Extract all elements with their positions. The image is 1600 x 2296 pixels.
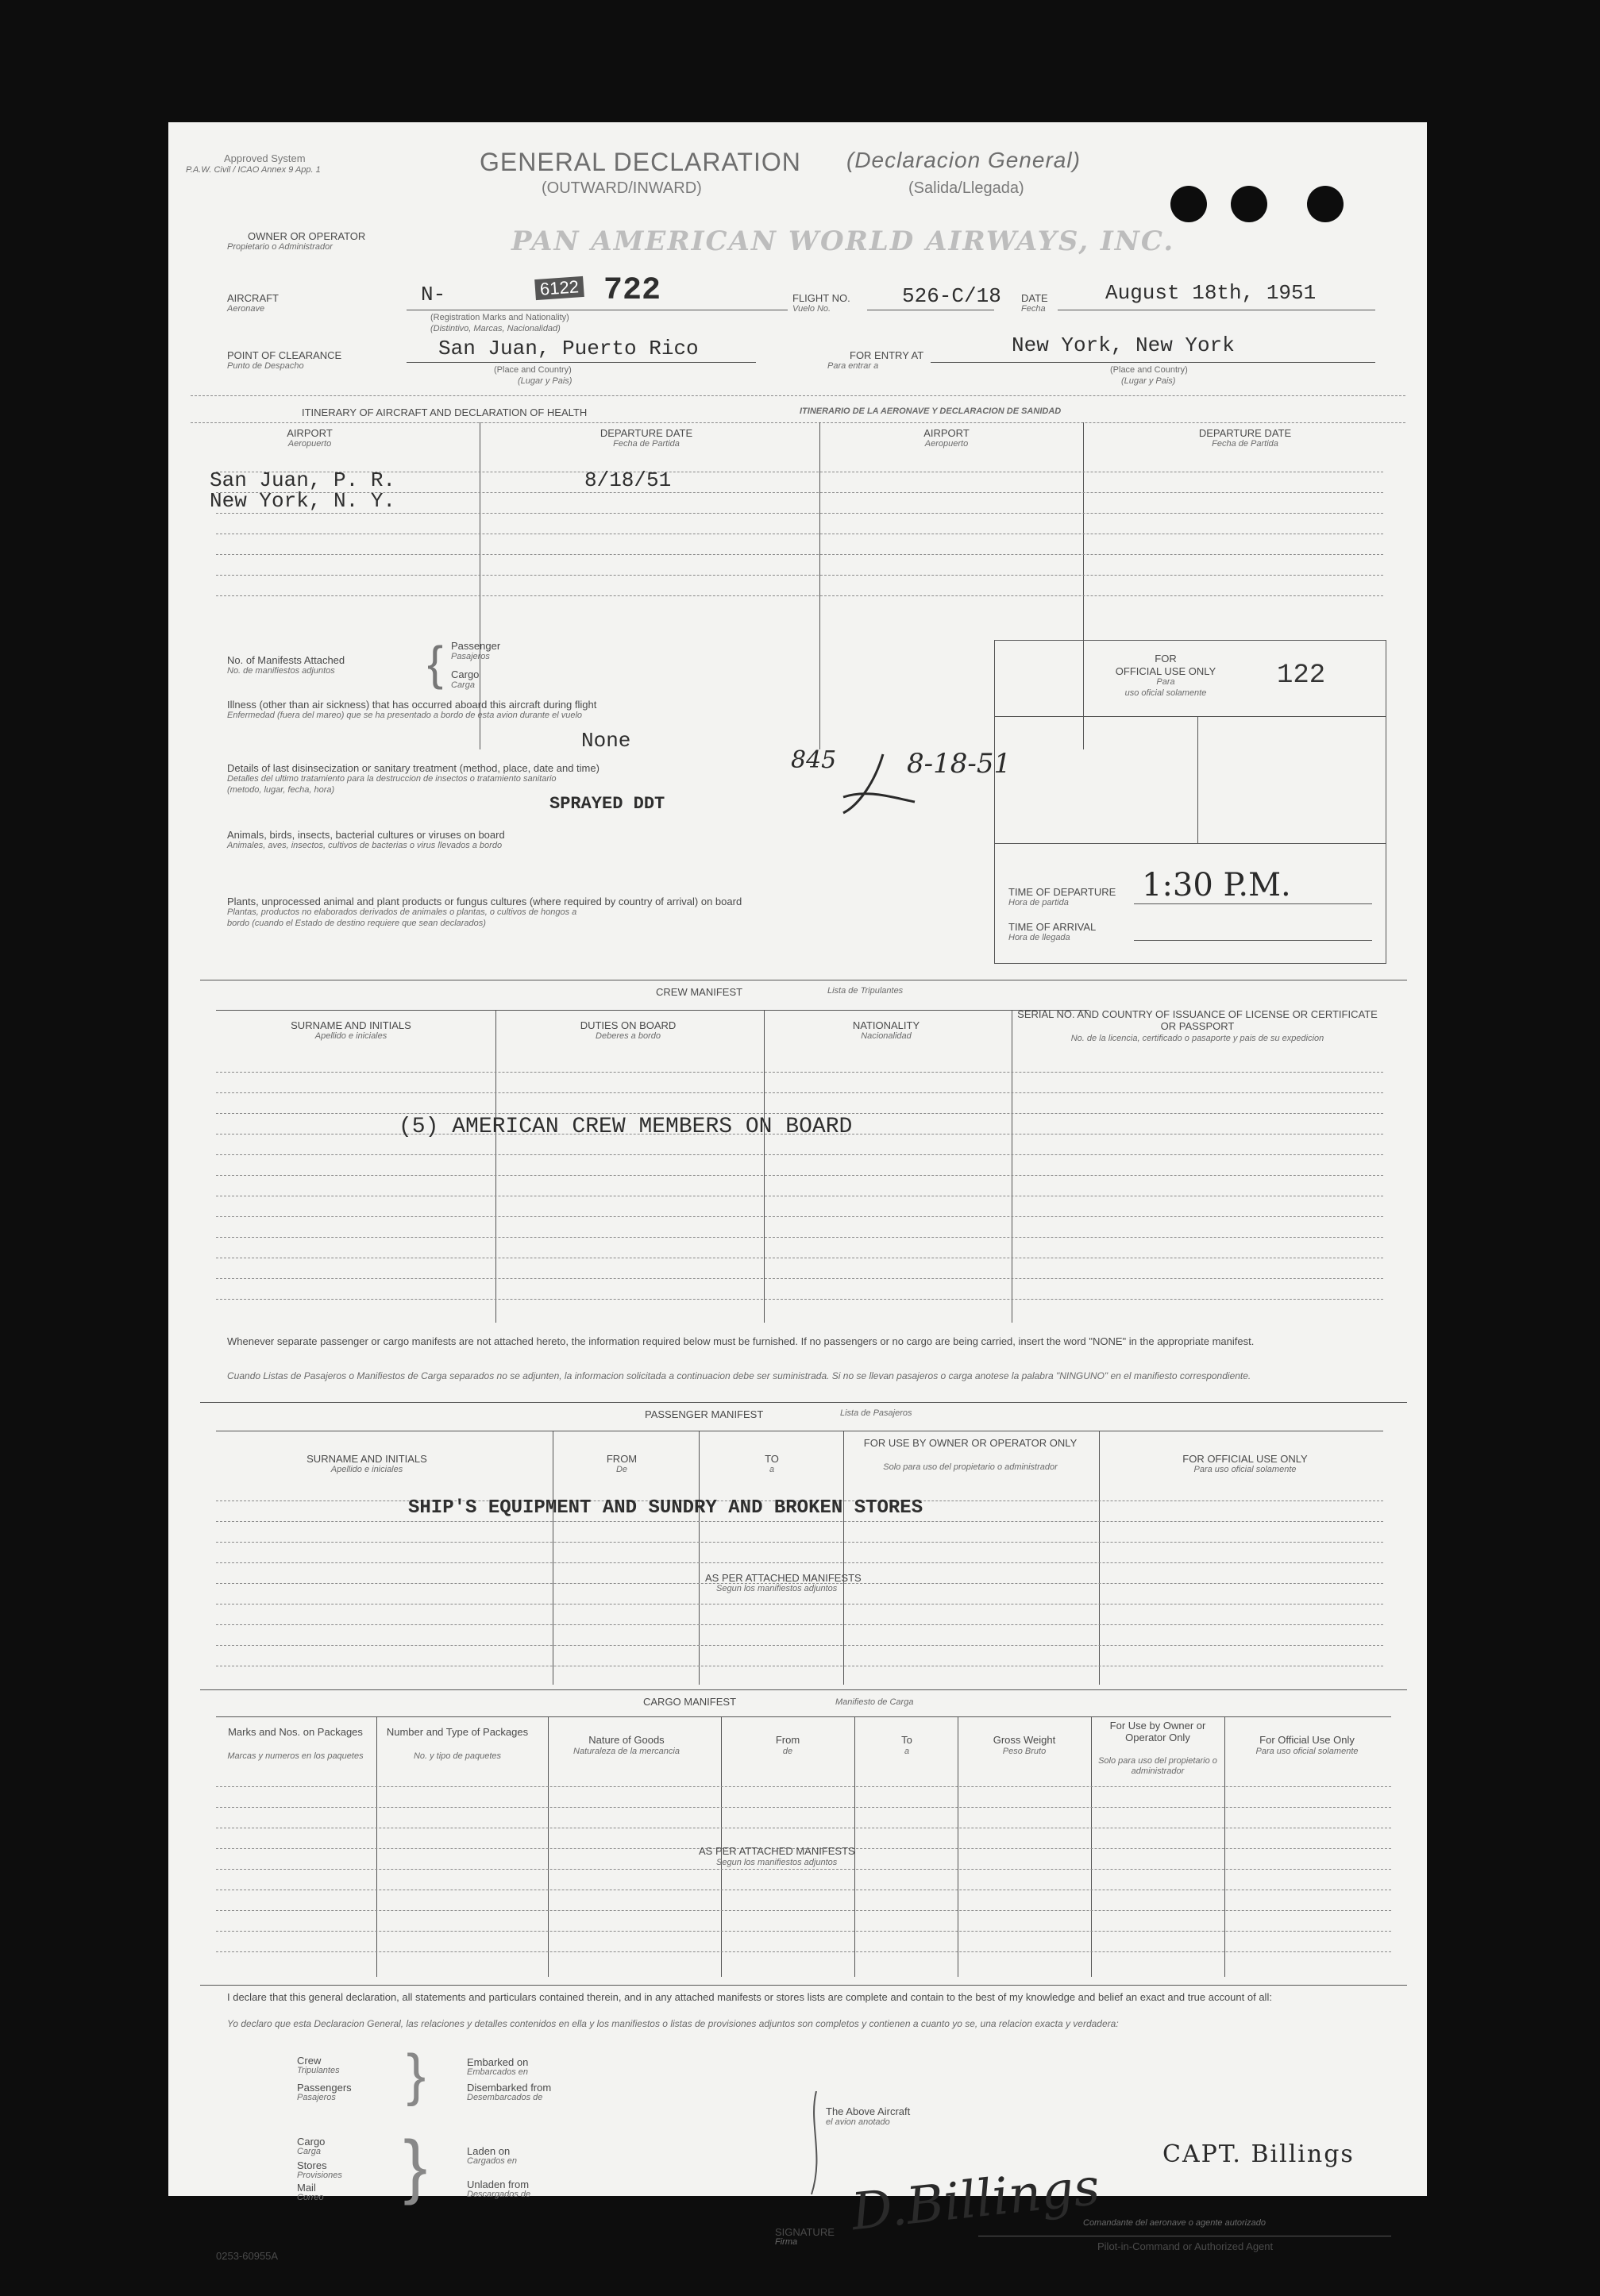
decl-unladen-es: Descargados de — [467, 2190, 531, 2199]
cargo-label-es: Carga — [451, 680, 475, 690]
official-label-es: uso oficial solamente — [1124, 688, 1207, 698]
decl-above-aircraft: The Above Aircraft — [826, 2105, 911, 2117]
form-direction: (OUTWARD/INWARD) — [542, 179, 702, 197]
time-departure-label-es: Hora de partida — [1008, 898, 1069, 907]
manifests-label: No. of Manifests Attached — [227, 654, 345, 666]
cargo-title: CARGO MANIFEST — [643, 1696, 737, 1708]
manifests-brace: { — [427, 637, 444, 690]
margin-mark — [800, 2091, 832, 2202]
crew-title-es: Lista de Tripulantes — [827, 986, 904, 996]
crew-col-surname-es: Apellido e iniciales — [314, 1031, 387, 1041]
decl-cargo: Cargo — [297, 2136, 326, 2148]
pax-col-surname: SURNAME AND INITIALS — [307, 1453, 427, 1465]
itinerary-col-airport-es: Aeropuerto — [287, 439, 332, 449]
decl-stores-es: Provisiones — [297, 2171, 342, 2180]
passenger-title: PASSENGER MANIFEST — [645, 1408, 764, 1420]
crew-col-nationality-es: Nacionalidad — [861, 1031, 912, 1041]
disinsect-value: SPRAYED DDT — [549, 794, 665, 814]
disinsect-note: 845 — [791, 746, 837, 774]
crew-entry: (5) AMERICAN CREW MEMBERS ON BOARD — [399, 1115, 853, 1139]
decl-stores: Stores — [297, 2159, 327, 2171]
crew-col-license: SERIAL NO. AND COUNTRY OF ISSUANCE OF LICENSE OR CERTIFICATE OR PASSPORT — [1017, 1008, 1378, 1032]
initials-signature — [827, 749, 923, 821]
passenger-attached-es: Segun los manifiestos adjuntos — [716, 1584, 838, 1593]
entry-value: New York, New York — [1012, 333, 1235, 357]
pax-col-from-es: De — [615, 1465, 628, 1474]
punch-hole — [1231, 186, 1267, 222]
decl-brace-2: } — [403, 2127, 428, 2206]
form-direction-es: (Salida/Llegada) — [908, 179, 1024, 197]
cargo-col-number: Number and Type of Packages — [386, 1726, 529, 1738]
cargo-attached: AS PER ATTACHED MANIFESTS — [699, 1845, 855, 1857]
cargo-col-owner: For Use by Owner or Operator Only — [1109, 1720, 1206, 1743]
decl-crew-es: Tripulantes — [297, 2066, 340, 2075]
itinerary-airport-1: San Juan, P. R. — [210, 468, 396, 492]
declaration-text-es: Yo declaro que esta Declaracion General, las relaciones y detalles contenidos en ella y los manifiestos o listas de provisiones adjuntos son completos y contienen a cuanto yo se, una relacion exacta y verdadera: — [227, 2018, 1119, 2029]
itinerary-departure-1: 8/18/51 — [584, 468, 672, 492]
decl-crew: Crew — [297, 2055, 322, 2067]
cargo-col-weight: Gross Weight — [993, 1734, 1056, 1746]
cargo-col-to-es: a — [904, 1747, 910, 1756]
aircraft-sub: (Registration Marks and Nationality) — [430, 313, 569, 322]
manifests-label-es: No. de manifiestos adjuntos — [227, 666, 335, 676]
owner-value: PAN AMERICAN WORLD AIRWAYS, INC. — [511, 225, 1175, 257]
illness-label-es: Enfermedad (fuera del mareo) que se ha presentado a bordo de esta avion durante el vuelo — [227, 711, 583, 720]
pax-col-from: FROM — [606, 1453, 638, 1465]
manifest-notice-es: Cuando Listas de Pasajeros o Manifiestos de Carga separados no se adjunten, la informacion solicitada a continuacion debe ser suministrada. Si no se llevan pasajeros o carga anotese la palabra "NINGUNO" en el manifiesto correspondiente. — [227, 1370, 1251, 1381]
passenger-label-es: Pasajeros — [451, 652, 490, 661]
date-value: August 18th, 1951 — [1105, 281, 1317, 305]
form-number: 0253-60955A — [216, 2250, 279, 2262]
decl-pax: Passengers — [297, 2082, 352, 2094]
cargo-col-official-es: Para uso oficial solamente — [1255, 1747, 1359, 1756]
aircraft-label: AIRCRAFT — [227, 292, 279, 304]
pax-col-official: FOR OFFICIAL USE ONLY — [1182, 1453, 1308, 1465]
date-label-es: Fecha — [1021, 304, 1046, 314]
cargo-col-weight-es: Peso Bruto — [1002, 1747, 1047, 1756]
pax-col-surname-es: Apellido e iniciales — [330, 1465, 403, 1474]
time-departure-label: TIME OF DEPARTURE — [1008, 886, 1116, 898]
aircraft-stamp: 6122 — [534, 276, 584, 300]
official-number: 122 — [1277, 661, 1326, 691]
role-es: Comandante del aeronave o agente autorizado — [1083, 2218, 1266, 2228]
cargo-title-es: Manifiesto de Carga — [835, 1697, 914, 1707]
pax-col-to-es: a — [769, 1465, 775, 1474]
aircraft-value: 722 — [603, 273, 661, 309]
cargo-col-official: For Official Use Only — [1259, 1734, 1355, 1746]
itinerary-col-departure-es: Fecha de Partida — [613, 439, 680, 449]
aircraft-prefix: N- — [421, 283, 446, 306]
date-label: DATE — [1021, 292, 1048, 304]
crew-col-license-es: No. de la licencia, certificado o pasaporte y pais de su expedicion — [1070, 1034, 1324, 1043]
role: Pilot-in-Command or Authorized Agent — [1097, 2240, 1274, 2252]
cargo-col-from: From — [775, 1734, 800, 1746]
entry-sub-es: (Lugar y Pais) — [1121, 376, 1176, 386]
decl-disembarked-es: Desembarcados de — [467, 2093, 543, 2102]
clearance-label-es: Punto de Despacho — [227, 361, 304, 371]
decl-disembarked: Disembarked from — [467, 2082, 552, 2094]
time-departure-value: 1:30 P.M. — [1142, 867, 1291, 903]
cargo-col-marks-es: Marcas y numeros en los paquetes — [227, 1751, 364, 1761]
animals-label-es: Animales, aves, insectos, cultivos de bacterias o virus llevados a bordo — [227, 841, 503, 850]
cargo-col-owner-es: Solo para uso del propietario o administrador — [1098, 1756, 1217, 1776]
illness-value: None — [581, 729, 631, 753]
pilot-signature: D.Billings — [848, 2157, 1103, 2243]
time-arrival-label: TIME OF ARRIVAL — [1008, 921, 1097, 933]
manifest-notice: Whenever separate passenger or cargo manifests are not attached hereto, the information required below must be furnished. If no passengers or no cargo are being carried, insert the word "NONE" in the appropriate manifest. — [227, 1335, 1255, 1347]
official-para: Para — [1156, 677, 1175, 687]
decl-laden: Laden on — [467, 2145, 511, 2157]
crew-col-surname: SURNAME AND INITIALS — [291, 1019, 411, 1031]
pax-col-owner: FOR USE BY OWNER OR OPERATOR ONLY — [863, 1437, 1078, 1449]
owner-label: OWNER OR OPERATOR — [248, 230, 366, 242]
decl-laden-es: Cargados en — [467, 2156, 517, 2166]
itinerary-col-departure-2-es: Fecha de Partida — [1212, 439, 1278, 449]
decl-pax-es: Pasajeros — [297, 2093, 336, 2102]
aircraft-sub-es: (Distintivo, Marcas, Nacionalidad) — [430, 324, 561, 333]
approved-system: Approved System — [224, 152, 306, 164]
crew-col-duties: DUTIES ON BOARD — [580, 1019, 677, 1031]
disinsect-date: 8-18-51 — [907, 748, 1012, 780]
passenger-entry: SHIP'S EQUIPMENT AND SUNDRY AND BROKEN STORES — [408, 1497, 923, 1519]
decl-embarked-es: Embarcados en — [467, 2067, 529, 2077]
entry-label-es: Para entrar a — [827, 361, 879, 371]
signature-label: SIGNATURE — [775, 2226, 835, 2238]
cargo-col-number-es: No. y tipo de paquetes — [413, 1751, 502, 1761]
crew-col-duties-es: Deberes a bordo — [596, 1031, 661, 1041]
flight-label-es: Vuelo No. — [792, 304, 831, 314]
plants-label-es-2: bordo (cuando el Estado de destino requiere que sean declarados) — [227, 919, 486, 928]
clearance-sub: (Place and Country) — [494, 365, 572, 375]
decl-mail-es: Correo — [297, 2193, 324, 2202]
crew-col-nationality: NATIONALITY — [852, 1019, 920, 1031]
official-label: OFFICIAL USE ONLY — [1115, 665, 1216, 677]
clearance-sub-es: (Lugar y Pais) — [518, 376, 573, 386]
cargo-col-marks: Marks and Nos. on Packages — [228, 1726, 363, 1738]
itinerary-col-airport: AIRPORT — [287, 427, 333, 439]
owner-label-es: Propietario o Administrador — [227, 242, 333, 252]
cargo-col-nature: Nature of Goods — [588, 1734, 665, 1746]
entry-label: FOR ENTRY AT — [850, 349, 924, 361]
plants-label: Plants, unprocessed animal and plant products or fungus cultures (where required by country of arrival) on board — [227, 896, 742, 907]
signature-label-es: Firma — [775, 2237, 798, 2247]
pax-col-owner-es: Solo para uso del propietario o administrador — [883, 1462, 1058, 1472]
clearance-value: San Juan, Puerto Rico — [438, 337, 699, 360]
pax-col-to: TO — [765, 1453, 779, 1465]
flight-value: 526-C/18 — [902, 284, 1001, 308]
official-for: FOR — [1155, 653, 1177, 665]
clearance-label: POINT OF CLEARANCE — [227, 349, 342, 361]
disinsect-label-es-2: (metodo, lugar, fecha, hora) — [227, 785, 335, 795]
decl-embarked: Embarked on — [467, 2056, 529, 2068]
cargo-col-from-es: de — [782, 1747, 793, 1756]
cargo-col-nature-es: Naturaleza de la mercancia — [573, 1747, 680, 1756]
punch-hole — [1170, 186, 1207, 222]
pax-col-official-es: Para uso oficial solamente — [1193, 1465, 1297, 1474]
time-arrival-label-es: Hora de llegada — [1008, 933, 1070, 942]
passenger-attached: AS PER ATTACHED MANIFESTS — [705, 1572, 862, 1584]
passenger-title-es: Lista de Pasajeros — [840, 1408, 912, 1418]
cargo-col-to: To — [901, 1734, 912, 1746]
passenger-label: Passenger — [451, 640, 501, 652]
illness-label: Illness (other than air sickness) that has occurred aboard this aircraft during flight — [227, 699, 597, 711]
itinerary-col-departure: DEPARTURE DATE — [600, 427, 693, 439]
disinsect-label-es: Detalles del ultimo tratamiento para la destruccion de insectos o tratamiento sanitario — [227, 774, 557, 784]
form-title-es: (Declaracion General) — [846, 148, 1081, 172]
decl-unladen: Unladen from — [467, 2179, 530, 2190]
decl-brace-1: } — [407, 2044, 426, 2107]
itinerary-airport-2: New York, N. Y. — [210, 489, 396, 513]
form-title: GENERAL DECLARATION — [480, 148, 801, 176]
declaration-text: I declare that this general declaration, all statements and particulars contained therein, and in any attached manifests or stores lists are complete and contain to the best of my knowledge and belief an exact and true account of all: — [227, 1991, 1272, 2003]
flight-label: FLIGHT NO. — [792, 292, 850, 304]
crew-title: CREW MANIFEST — [656, 986, 743, 998]
decl-cargo-es: Carga — [297, 2147, 321, 2156]
plants-label-es: Plantas, productos no elaborados derivados de animales o plantas, o cultivos de hongos a — [227, 907, 577, 917]
itinerary-col-airport-2-es: Aeropuerto — [924, 439, 969, 449]
itinerary-col-departure-2: DEPARTURE DATE — [1198, 427, 1292, 439]
itinerary-col-airport-2: AIRPORT — [923, 427, 970, 439]
animals-label: Animals, birds, insects, bacterial cultures or viruses on board — [227, 829, 505, 841]
itinerary-title-es: ITINERARIO DE LA AERONAVE Y DECLARACION DE SANIDAD — [800, 406, 1062, 416]
approved-subtitle: P.A.W. Civil / ICAO Annex 9 App. 1 — [186, 165, 321, 175]
punch-hole — [1307, 186, 1344, 222]
itinerary-title: ITINERARY OF AIRCRAFT AND DECLARATION OF HEALTH — [302, 406, 588, 418]
decl-mail: Mail — [297, 2182, 316, 2194]
aircraft-label-es: Aeronave — [227, 304, 265, 314]
disinsect-label: Details of last disinsecization or sanitary treatment (method, place, date and time) — [227, 762, 600, 774]
decl-above-aircraft-es: el avion anotado — [826, 2117, 890, 2127]
declaration-sheet — [168, 122, 1427, 2262]
captain-name: CAPT. Billings — [1162, 2140, 1355, 2168]
entry-sub: (Place and Country) — [1110, 365, 1188, 375]
cargo-label: Cargo — [451, 668, 480, 680]
cargo-attached-es: Segun los manifiestos adjuntos — [716, 1858, 838, 1867]
